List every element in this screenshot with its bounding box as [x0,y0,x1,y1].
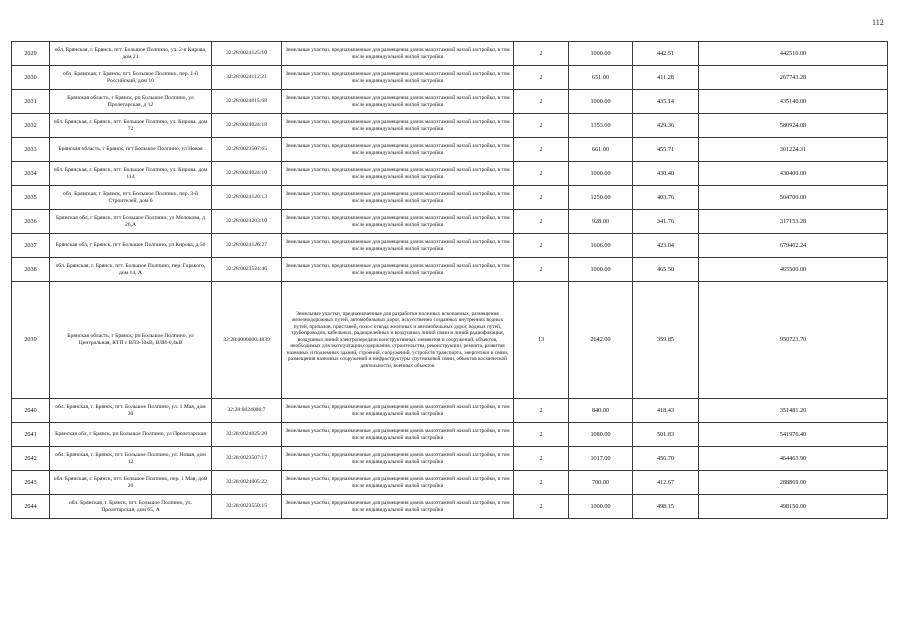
cadastral-value-cell: 580924.08 [699,114,888,138]
area-cell: 1250.00 [569,186,633,210]
cadastral-number-cell: 32:28:0023550:15 [212,495,282,519]
table-row [12,138,888,162]
table-row [12,90,888,114]
row-number-cell: 2035 [12,186,50,210]
address-cell: обл. Брянская, г. Брянск, пгт. Большое Полпино, ул. Кирова, дом 72 [50,114,212,138]
address-cell: обл. Брянская, г. Брянск, пгт. Большое Полпино, ул. Новая, дом 12 [50,447,212,471]
permitted-use-cell: Земельные участки, предназначенные для размещения домов малоэтажной жилой застройки, в том числе индивидуальной жилой застройки [282,210,514,234]
group-cell: 2 [514,234,569,258]
specific-value-cell: 498.15 [633,495,699,519]
cadastral-number-cell: 32:28:0024120:13 [212,186,282,210]
specific-value-cell: 435.14 [633,90,699,114]
area-cell: 1080.00 [569,423,633,447]
group-cell: 2 [514,162,569,186]
specific-value-cell: 418.43 [633,399,699,423]
address-cell: обл. Брянская, г. Брянск, пгт. Большое Полпино, пер. 1 Мая, дом 20 [50,471,212,495]
table-row [12,162,888,186]
row-number-cell: 2041 [12,423,50,447]
group-cell: 2 [514,42,569,66]
specific-value-cell: 403.76 [633,186,699,210]
address-cell: обл. Брянская, г. Брянск, пгт. Большое Полпино, пер. 1-й Российский, дом 10 [50,66,212,90]
area-cell: 1000.00 [569,162,633,186]
area-cell: 1000.00 [569,90,633,114]
row-number-cell: 2040 [12,399,50,423]
address-cell: обл. Брянская, г. Брянск, пгт. Большое Полпино, ул. Кирова, дом 114 [50,162,212,186]
permitted-use-cell: Земельные участки, предназначенные для размещения домов малоэтажной жилой застройки, в том числе индивидуальной жилой застройки [282,495,514,519]
cadastral-number-cell: 32:28:0024024:18 [212,114,282,138]
row-number-cell: 2044 [12,495,50,519]
table-row [12,399,888,423]
row-number-cell: 2030 [12,66,50,90]
row-number-cell: 2034 [12,162,50,186]
permitted-use-cell: Земельные участки, предназначенные для размещения домов малоэтажной жилой застройки, в том числе индивидуальной жилой застройки [282,471,514,495]
cadastral-value-cell: 301224.31 [699,138,888,162]
address-cell: обл. Брянская, г. Брянск, пгт. Большое Полпино, ул. 2-я Кирова, дом 21 [50,42,212,66]
specific-value-cell: 456.70 [633,447,699,471]
permitted-use-cell: Земельные участки, предназначенные для размещения домов малоэтажной жилой застройки, в том числе индивидуальной жилой застройки [282,423,514,447]
cadastral-value-cell: 679402.24 [699,234,888,258]
group-cell: 2 [514,399,569,423]
area-cell: 661.00 [569,138,633,162]
cadastral-number-cell: 32:28:0024203:10 [212,210,282,234]
permitted-use-cell: Земельные участки, предназначенные для размещения домов малоэтажной жилой застройки, в том числе индивидуальной жилой застройки [282,234,514,258]
cadastral-number-cell: 32:28:0024125:10 [212,42,282,66]
specific-value-cell: 501.83 [633,423,699,447]
cadastral-value-cell: 465500.00 [699,258,888,282]
address-cell: обл. Брянская, г. Брянск, пгт. Большое Полпино, пер. 3-й Строителей, дом 6 [50,186,212,210]
permitted-use-cell: Земельные участки, предназначенные для размещения домов малоэтажной жилой застройки, в том числе индивидуальной жилой застройки [282,138,514,162]
table-row [12,210,888,234]
cadastral-value-cell: 541976.40 [699,423,888,447]
row-number-cell: 2039 [12,282,50,399]
permitted-use-cell: Земельные участки, предназначенные для размещения домов малоэтажной жилой застройки, в том числе индивидуальной жилой застройки [282,162,514,186]
page-number: 112 [872,18,884,27]
cadastral-number-cell: 32:28:0024024:10 [212,162,282,186]
area-cell: 1606.00 [569,234,633,258]
specific-value-cell: 341.76 [633,210,699,234]
area-cell: 928.00 [569,210,633,234]
specific-value-cell: 412.67 [633,471,699,495]
row-number-cell: 2043 [12,471,50,495]
table-row [12,234,888,258]
cadastral-number-cell: 32:28:0024005:22 [212,471,282,495]
cadastral-number-cell: 32:28:0024006:7 [212,399,282,423]
cadastral-value-cell: 435140.00 [699,90,888,114]
cadastral-number-cell: 32:28:0023507:17 [212,447,282,471]
address-cell: Брянская область, г Брянск, рп Большое Полпино, ул Пролетарская, д 12 [50,90,212,114]
group-cell: 2 [514,90,569,114]
specific-value-cell: 359.85 [633,282,699,399]
table-row [12,114,888,138]
group-cell: 2 [514,495,569,519]
address-cell: Брянская область, г Брянск, пгт Большое Полпино, ул Новая [50,138,212,162]
cadastral-number-cell: 32:28:0023524:46 [212,258,282,282]
table-row [12,447,888,471]
address-cell: обл. Брянская, г. Брянск, пгт. Большое Полпино, ул. 1 Мая, дом 30 [50,399,212,423]
cadastral-number-cell: 32:28:0000000:4839 [212,282,282,399]
permitted-use-cell: Земельные участки, предназначенные для размещения домов малоэтажной жилой застройки, в том числе индивидуальной жилой застройки [282,66,514,90]
permitted-use-cell: Земельные участки, предназначенные для размещения домов малоэтажной жилой застройки, в том числе индивидуальной жилой застройки [282,186,514,210]
permitted-use-cell: Земельные участки, предназначенные для размещения домов малоэтажной жилой застройки, в том числе индивидуальной жилой застройки [282,399,514,423]
area-cell: 700.00 [569,471,633,495]
table-row [12,282,888,399]
address-cell: Брянская обл, г Брянск, пгт Большое Полпино, ул Молокова, д 26,А [50,210,212,234]
row-number-cell: 2042 [12,447,50,471]
area-cell: 2642.00 [569,282,633,399]
area-cell: 1353.00 [569,114,633,138]
address-cell: обл. Брянская, г. Брянск, пгт. Большое Полпино, пер. Горького, дом 14, А [50,258,212,282]
table-row [12,471,888,495]
address-cell: Брянская область, г Брянск, рп Большое Полпино, ул Центральная, КТП с ВЛЗ-10кВ, ВЛИ-0,4кВ [50,282,212,399]
table-row [12,495,888,519]
permitted-use-cell: Земельные участки, предназначенные для размещения домов малоэтажной жилой застройки, в том числе индивидуальной жилой застройки [282,90,514,114]
table-body [12,42,888,519]
row-number-cell: 2037 [12,234,50,258]
area-cell: 1000.00 [569,42,633,66]
area-cell: 1000.00 [569,495,633,519]
cadastral-value-cell: 288869.00 [699,471,888,495]
cadastral-value-cell: 950723.70 [699,282,888,399]
cadastral-value-cell: 317153.28 [699,210,888,234]
address-cell: Брянская обл, г Брянск, рп Большое Полпино, ул Пролетарская [50,423,212,447]
cadastral-value-cell: 498150.00 [699,495,888,519]
cadastral-number-cell: 32:28:0024126:27 [212,234,282,258]
permitted-use-cell: Земельные участки, предназначенные для размещения домов малоэтажной жилой застройки, в том числе индивидуальной жилой застройки [282,447,514,471]
group-cell: 2 [514,471,569,495]
group-cell: 2 [514,258,569,282]
address-cell: обл. Брянская, г. Брянск, пгт. Большое Полпино, ул. Пролетарская, дом 65, А [50,495,212,519]
area-cell: 1000.00 [569,258,633,282]
table-row [12,258,888,282]
group-cell: 2 [514,423,569,447]
cadastral-number-cell: 32:28:0024025:20 [212,423,282,447]
specific-value-cell: 442.51 [633,42,699,66]
specific-value-cell: 465.50 [633,258,699,282]
cadastral-value-cell: 430400.00 [699,162,888,186]
specific-value-cell: 411.28 [633,66,699,90]
cadastral-value-cell: 504700.00 [699,186,888,210]
area-cell: 840.00 [569,399,633,423]
cadastral-value-cell: 464463.90 [699,447,888,471]
group-cell: 2 [514,210,569,234]
table-row [12,42,888,66]
group-cell: 2 [514,138,569,162]
area-cell: 651.00 [569,66,633,90]
row-number-cell: 2038 [12,258,50,282]
cadastral-value-table [11,41,888,519]
group-cell: 2 [514,66,569,90]
cadastral-number-cell: 32:28:0024112:21 [212,66,282,90]
permitted-use-cell: Земельные участки, предназначенные для размещения домов малоэтажной жилой застройки, в том числе индивидуальной жилой застройки [282,114,514,138]
table-row [12,186,888,210]
row-number-cell: 2032 [12,114,50,138]
specific-value-cell: 455.71 [633,138,699,162]
group-cell: 13 [514,282,569,399]
table-row [12,423,888,447]
permitted-use-cell: Земельные участки, предназначенные для размещения домов малоэтажной жилой застройки, в том числе индивидуальной жилой застройки [282,42,514,66]
row-number-cell: 2033 [12,138,50,162]
row-number-cell: 2031 [12,90,50,114]
area-cell: 1017.00 [569,447,633,471]
group-cell: 2 [514,186,569,210]
group-cell: 2 [514,447,569,471]
specific-value-cell: 429.36 [633,114,699,138]
cadastral-value-cell: 351481.20 [699,399,888,423]
row-number-cell: 2029 [12,42,50,66]
cadastral-value-cell: 267743.28 [699,66,888,90]
permitted-use-cell: Земельные участки, предназначенные для размещения домов малоэтажной жилой застройки, в том числе индивидуальной жилой застройки [282,258,514,282]
row-number-cell: 2036 [12,210,50,234]
cadastral-number-cell: 32:28:0023507:65 [212,138,282,162]
specific-value-cell: 423.04 [633,234,699,258]
cadastral-number-cell: 32:28:0024015:68 [212,90,282,114]
permitted-use-cell: Земельные участки, предназначенные для разработки полезных ископаемых, размещения железнодорожных путей, автомобильных дорог, искусственно созданных внутренних водных путей, причалов, пристаней, полос отвода железных и автомобильных дорог, водных путей, трубопроводов, кабельных, радиорелейных и воздушных линий связи и линий радиофикации, воздушных линий электропередачи конструктивных элементов и сооружений, объектов, необходимых для эксплуатации,содержания, строительства, реконструкции, ремонта, развития наземных и подземных зданий, строений, сооружений, устройств транспорта, энергетики и связи, размещения наземных сооружений и инфраструктуры спутниковой связи, объектов космической деятельности, военных объектов [282,282,514,399]
specific-value-cell: 430.40 [633,162,699,186]
group-cell: 2 [514,114,569,138]
table-row [12,66,888,90]
cadastral-value-cell: 442510.00 [699,42,888,66]
address-cell: Брянская обл, г Брянск, пгт Большое Полпино, ул Кирова, д 50 [50,234,212,258]
